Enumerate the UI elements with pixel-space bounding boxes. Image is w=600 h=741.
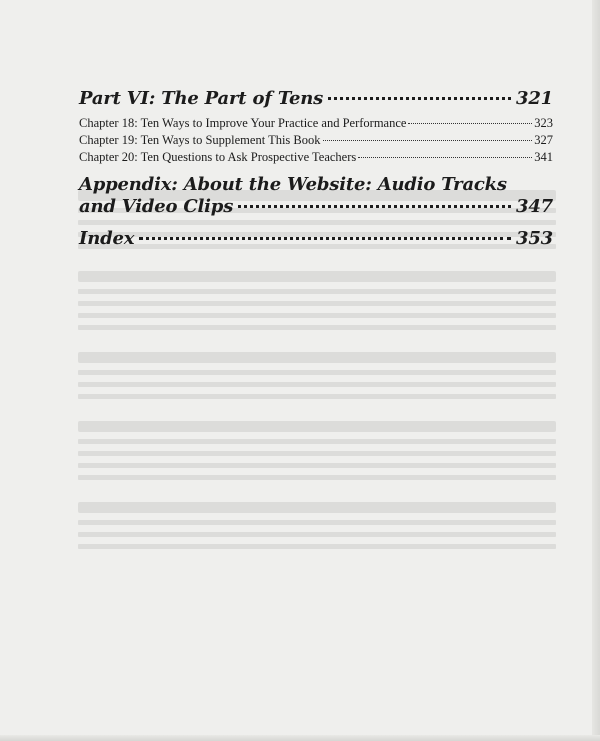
dot-leader bbox=[358, 157, 532, 158]
part-six-section bbox=[79, 88, 553, 166]
index-heading bbox=[79, 228, 553, 250]
part-six-page: 321 bbox=[516, 88, 553, 109]
dot-leader bbox=[328, 97, 511, 100]
appendix-section bbox=[79, 174, 553, 218]
chapter-page: 341 bbox=[534, 150, 553, 164]
index-title: Index bbox=[79, 228, 135, 249]
appendix-page: 347 bbox=[516, 196, 553, 217]
appendix-title-line1: Appendix: About the Website: Audio Tracks bbox=[79, 174, 507, 195]
dot-leader bbox=[323, 140, 533, 141]
appendix-title-line2: and Video Clips bbox=[79, 196, 234, 217]
chapter-title: Chapter 19: Ten Ways to Supplement This Book bbox=[79, 133, 321, 147]
chapter-list bbox=[79, 115, 553, 166]
page-edge bbox=[592, 0, 600, 741]
part-six-heading bbox=[79, 88, 553, 110]
chapter-entry-19 bbox=[79, 132, 553, 149]
page-edge bbox=[0, 735, 600, 741]
part-six-title: Part VI: The Part of Tens bbox=[79, 88, 324, 109]
appendix-heading bbox=[79, 196, 553, 218]
table-of-contents bbox=[79, 88, 553, 257]
chapter-title: Chapter 18: Ten Ways to Improve Your Practice and Performance bbox=[79, 116, 407, 130]
index-section bbox=[79, 228, 553, 250]
chapter-entry-20 bbox=[79, 149, 553, 166]
chapter-page: 323 bbox=[534, 116, 553, 130]
chapter-entry-18 bbox=[79, 115, 553, 132]
chapter-page: 327 bbox=[534, 133, 553, 147]
dot-leader bbox=[238, 205, 511, 208]
index-page: 353 bbox=[516, 228, 553, 249]
dot-leader bbox=[408, 123, 532, 124]
dot-leader bbox=[139, 237, 511, 240]
chapter-title: Chapter 20: Ten Questions to Ask Prospective Teachers bbox=[79, 150, 357, 164]
